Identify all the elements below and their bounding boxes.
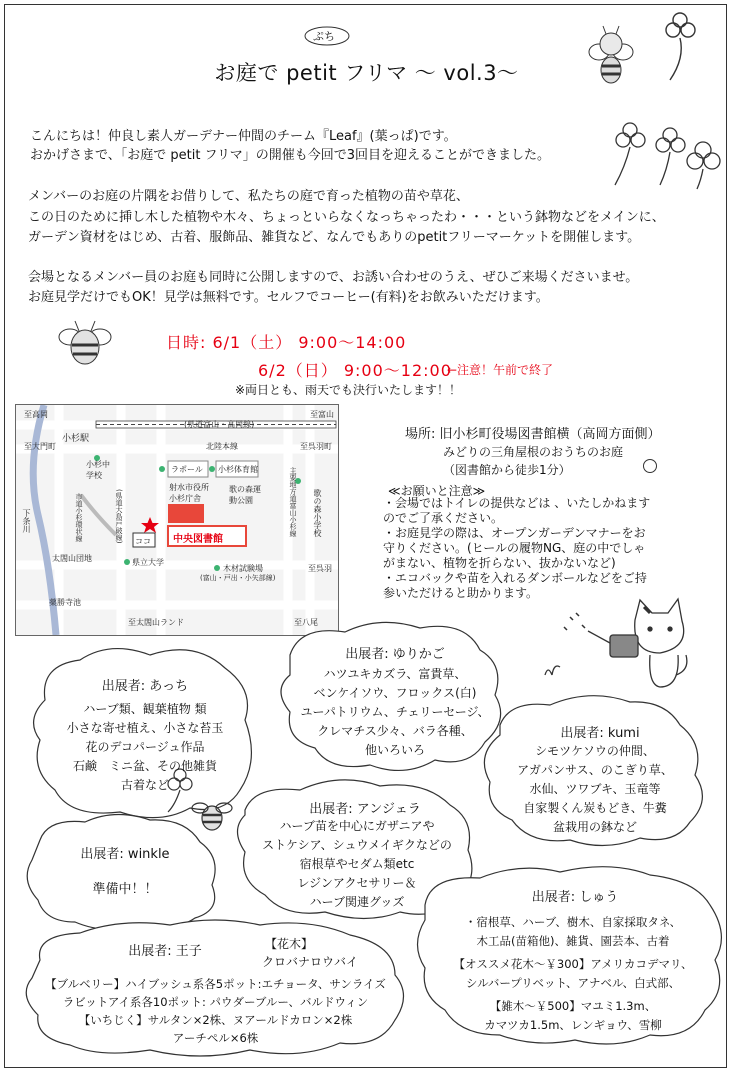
exhibitor-yurikago-name: 出展者: ゆりかご <box>345 647 445 662</box>
map-label-toyama: 至富山 <box>310 410 334 419</box>
item-line: レジンアクセサリー＆ <box>297 876 417 890</box>
desc-line-3: ガーデン資材をはじめ、古着、服飾品、雑貨など、なんでもありのpetitフリーマーケットを開催します。 <box>28 230 641 245</box>
notice-line: 参いただけると助かります。 <box>383 586 539 600</box>
exhibitor-winkle-status: 準備中！！ <box>92 882 158 897</box>
access-map <box>15 404 339 636</box>
item-line: 小さな寄せ植え、小さな苔玉 <box>66 721 224 735</box>
item-line: ハーブ類、観葉植物 類 <box>83 702 207 716</box>
rain-note: ※両日とも、雨天でも決行いたします！！ <box>235 383 462 397</box>
bee-icon <box>585 22 635 92</box>
map-label-kosugi-station: 小杉駅 <box>62 434 90 444</box>
exhibitor-acchi-name: 出展者: あっち <box>101 679 189 694</box>
item-line: シモツケソウの仲間、 <box>535 744 655 758</box>
item-line: ベンケイソウ、フロックス(白) <box>313 686 477 700</box>
map-label-utanomori: 歌の森運動公園 <box>229 485 261 505</box>
title-ruby: ぷち <box>313 30 335 43</box>
exhibitor-ouji-flower: クロバナロウバイ <box>262 955 359 969</box>
item-line: ハーブ関連グッズ <box>309 895 405 909</box>
map-label-mokuzai: 木材試験場 <box>223 564 263 573</box>
desc-line-2: この日のために挿し木した植物や木々、ちょっといらなくなっちゃったわ・・・という鉢物などをメインに、 <box>28 210 665 225</box>
map-label-taikouyama-land: 至太閤山ランド <box>128 618 184 627</box>
clover-group-icon <box>595 115 725 195</box>
map-label-gym: 小杉体育館 <box>218 465 258 474</box>
notice-line: ・エコバックや苗を入れるダンボールなどをご持 <box>383 571 647 585</box>
exhibitor-ouji-items <box>38 975 393 1047</box>
bee-icon-left <box>55 315 115 370</box>
exhibitor-shuu-items <box>432 913 714 1035</box>
item-line: 【オススメ花木～￥300】アメリカコデマリ、 <box>453 957 693 971</box>
exhibitor-ouji-name: 出展者: 王子 <box>128 944 202 959</box>
map-label-shiminoyama: 主要地方道富山小杉線 <box>289 467 297 537</box>
map-label-yakushiji: 薬勝寺池 <box>49 598 81 607</box>
clover-icon <box>640 8 725 83</box>
item-line: 石鹸 ミニ盆、その他雑貨 <box>72 759 217 773</box>
item-line: アーチペル×6株 <box>172 1031 259 1045</box>
location-line-2: みどりの三角屋根のおうちのお庭 <box>443 445 624 459</box>
cloud-winkle <box>27 814 215 929</box>
item-line: 【ブルベリー】ハイブッシュ系各5ポット:エチョータ、サンライズ <box>45 977 386 991</box>
exhibitor-angela-items <box>252 817 462 912</box>
desc-line-1: メンバーのお庭の片隅をお借りして、私たちの庭で育った植物の苗や草花、 <box>28 189 469 204</box>
map-label-omonmachi: 至大門町 <box>24 442 56 451</box>
notice-line: のでご了承ください。 <box>383 511 504 525</box>
map-label-koko: ココ <box>135 537 151 546</box>
schedule-day1: 日時: 6/1（土） 9:00～14:00 <box>166 333 407 352</box>
notice-line: 守りください。(ヒールの履物NG、庭の中でしゃ <box>383 541 646 555</box>
map-label-kosugi-jhs: 小杉中学校 <box>86 460 110 480</box>
map-label-hachio: 至八尾 <box>294 618 318 627</box>
item-line: 古着など <box>120 778 169 792</box>
item-line: ユーパトリウム、チェリーセージ、 <box>300 705 490 719</box>
item-line: ラビットアイ系各10ポット: パウダーブルー、バルドウィン <box>62 995 369 1009</box>
intro-line-2: おかげさまで、「お庭で petit フリマ」の開催も今回で3回目を迎えることができました。 <box>30 148 551 163</box>
item-line: 【雑木～￥500】マユミ1.3m、 <box>489 999 657 1013</box>
item-line: 他いろいろ <box>364 743 425 757</box>
item-line: カマツカ1.5m、レンギョウ、雪柳 <box>484 1018 662 1032</box>
map-label-danchi: 太閤山団地 <box>52 554 92 563</box>
map-label-uta-school: 歌の森小学校 <box>313 489 322 537</box>
notice-block <box>383 496 650 601</box>
item-line: 宿根草やセダム類etc <box>299 857 415 871</box>
exhibitor-winkle-name: 出展者: winkle <box>80 847 170 862</box>
map-label-takaoka: 至高岡 <box>24 410 48 419</box>
exhibitor-kumi-items <box>495 742 695 837</box>
item-line: 自家製くん炭もどき、牛糞 <box>523 801 667 815</box>
map-label-kurebayama: 至呉羽町 <box>300 442 332 451</box>
item-line: ハーブ苗を中心にガザニアや <box>279 819 435 833</box>
exhibitor-ouji-flower-head: 【花木】 <box>265 937 314 951</box>
map-label-library: 中央図書館 <box>173 534 223 545</box>
map-label-kureha: 至呉羽 <box>308 564 332 573</box>
item-line: 【いちじく】サルタン×2株、ヌアールドカロン×2株 <box>78 1013 353 1027</box>
schedule-day2: 6/2（日） 9:00～12:00 <box>258 361 452 380</box>
item-line: クレマチス少々、バラ各種、 <box>317 724 473 738</box>
map-label-shimojo: 下条川 <box>22 509 31 533</box>
notice-line: がまない、植物を折らない、抜かないなど) <box>383 556 616 570</box>
exhibitor-shuu-name: 出展者: しゅう <box>531 890 619 905</box>
map-label-mokuzai-sub: (富山・戸出・小矢部線) <box>200 574 276 582</box>
map-label-hokuriku: 北陸本線 <box>206 442 238 451</box>
notice-line: ・お庭見学の際は、オープンガーデンマナーをお <box>383 526 646 540</box>
circle-mark-icon <box>642 458 658 474</box>
item-line: 水仙、ツワブキ、玉竜等 <box>529 782 661 796</box>
page-title: お庭で petit フリマ ～ vol.3～ <box>214 61 519 85</box>
location-line-1: 場所: 旧小杉町役場図書館横（高岡方面側） <box>405 427 661 442</box>
exhibitor-yurikago-items <box>295 665 495 760</box>
item-line: 花のデコパージュ作品 <box>85 740 205 754</box>
map-label-kendou: (県道大島戸破線) <box>115 489 123 544</box>
notice-heading: ≪お願いと注意≫ <box>388 484 486 498</box>
schedule-warning: ←注意！午前で終了 <box>447 363 554 377</box>
location-line-3: （図書館から徒歩1分） <box>443 463 571 477</box>
map-label-shigei: 市道小杉環状線 <box>75 493 83 542</box>
invite-line-2: お庭見学だけでもOK！見学は無料です。セルフでコーヒー(有料)をお飲みいただけます。 <box>28 290 549 305</box>
item-line: 盆栽用の鉢など <box>552 820 637 834</box>
map-label-rapole: ラポール <box>171 465 203 474</box>
item-line: ・宿根草、ハーブ、樹木、自家採取タネ、 <box>464 915 682 929</box>
exhibitor-kumi-name: 出展者: kumi <box>560 726 640 741</box>
invite-line-1: 会場となるメンバー員のお庭も同時に公開しますので、お誘い合わせのうえ、ぜひご来場くださいませ。 <box>28 270 639 285</box>
item-line: 木工品(苗箱他)、雑貨、園芸本、古着 <box>476 934 670 948</box>
exhibitor-angela-name: 出展者: アンジェラ <box>309 802 421 817</box>
map-label-kenritsu: 県立大学 <box>132 558 164 567</box>
item-line: ストケシア、シュウメイギクなどの <box>262 838 452 852</box>
item-line: ハツユキカズラ、富貴草、 <box>323 667 467 681</box>
map-label-cityhall: 射水市役所小杉庁舎 <box>169 483 209 503</box>
item-line: シルバープリベット、アナベル、白式部、 <box>465 976 681 990</box>
notice-line: ・会場ではトイレの提供などは 、いたしかねます <box>383 496 651 510</box>
exhibitor-acchi-items <box>45 700 245 795</box>
map-label-rail: (県道富山・高岡線) <box>184 420 255 429</box>
item-line: アガパンサス、のこぎり草、 <box>517 763 673 777</box>
intro-line-1: こんにちは！仲良し素人ガーデナー仲間のチーム『Leaf』(葉っぱ)です。 <box>30 129 457 144</box>
